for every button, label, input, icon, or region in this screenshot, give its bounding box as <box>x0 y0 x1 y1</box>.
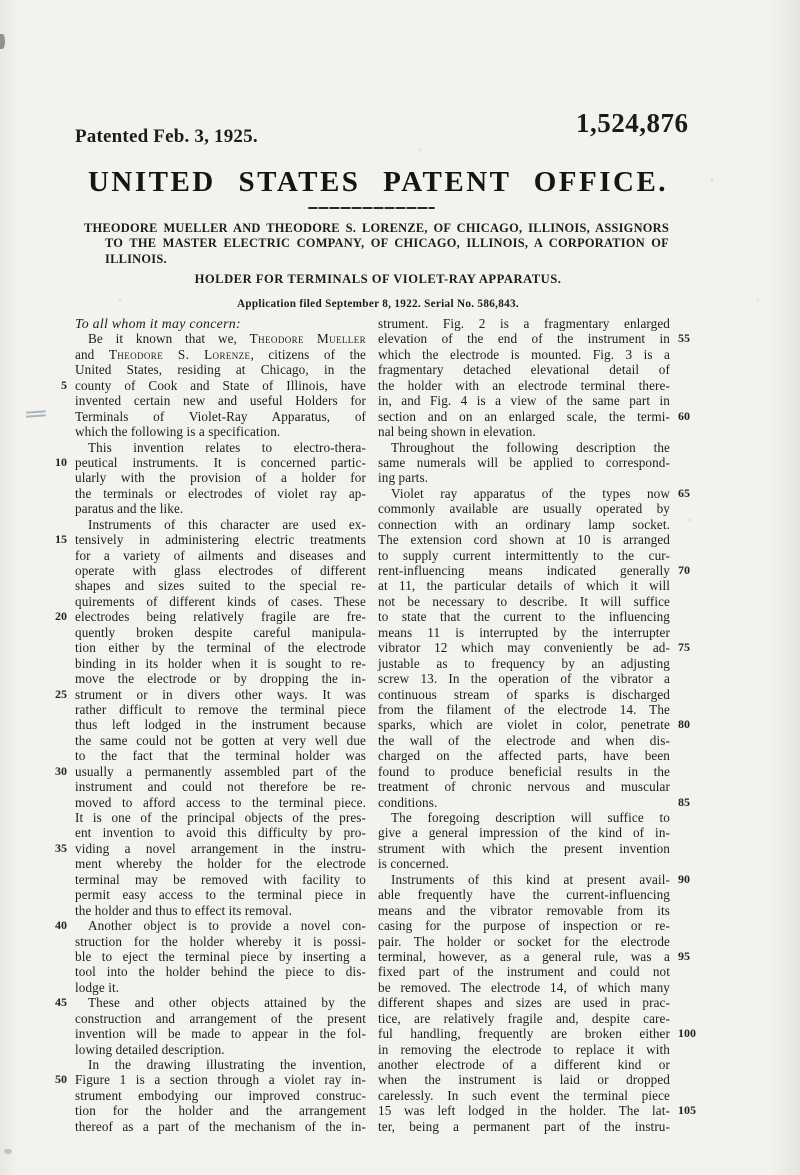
body-line: lowing detailed description. <box>75 1041 225 1057</box>
body-line: Instruments of this kind at present avail- 90 <box>378 872 670 887</box>
line-number: 40 <box>55 918 67 933</box>
body-line: strument or in divers other ways. It was 25 <box>75 687 366 702</box>
invention-title: HOLDER FOR TERMINALS OF VIOLET-RAY APPARATUS. <box>194 272 562 286</box>
body-line: section and on an enlarged scale, the termi- 60 <box>378 409 670 424</box>
body-line: ful handling, frequently are broken either 100 <box>378 1026 670 1041</box>
line-number: 95 <box>678 948 690 963</box>
body-line: to the fact that the terminal holder was <box>75 748 366 764</box>
body-line: quently broken despite careful manipula- <box>75 624 366 640</box>
body-line: sparks, which are violet in color, penetrate 80 <box>378 717 670 732</box>
body-line: strument. Fig. 2 is a fragmentary enlarged <box>378 316 670 331</box>
body-line: ment whereby the holder for the electrode <box>75 856 366 872</box>
body-line: rent-influencing means indicated generally 70 <box>378 563 670 578</box>
body-line: ing parts. <box>378 470 429 486</box>
body-line: able frequently have the current-influencing <box>378 887 670 903</box>
body-line: means and the vibrator removable from its <box>378 902 670 918</box>
body-line: move the electrode or by dropping the in- <box>75 671 366 687</box>
body-line: elevation of the end of the instrument in 55 <box>378 331 670 346</box>
body-line: terminal, however, as a general rule, was a 95 <box>378 949 670 964</box>
right-column <box>378 316 696 1134</box>
line-number: 30 <box>55 763 67 778</box>
body-line: peutical instruments. It is concerned partic- 10 <box>75 455 366 470</box>
body-line: invented certain new and useful Holders for <box>75 393 366 409</box>
line-number: 20 <box>55 609 67 624</box>
body-line: screw 13. In the operation of the vibrator a <box>378 671 670 687</box>
body-line: connection with an ordinary lamp socket. <box>378 516 670 532</box>
body-line: another electrode of a different kind or <box>378 1057 670 1072</box>
body-line: strument with which the present invention <box>378 840 670 856</box>
body-line: be removed. The electrode 14, of which many <box>378 979 670 995</box>
body-line: at 11, the particular details of which it will <box>378 578 670 594</box>
line-number: 35 <box>55 840 67 855</box>
body-line: thereof as a part of the mechanism of the in- <box>75 1118 366 1134</box>
body-line: charged on the affected parts, have been <box>378 748 670 764</box>
body-line: electrodes being relatively fragile are fre- 20 <box>75 609 366 624</box>
body-line: rather difficult to remove the terminal piece <box>75 701 366 717</box>
line-number: 10 <box>55 454 67 469</box>
assignors-paragraph <box>84 221 669 267</box>
body-line: means 11 is interrupted by the interrupter <box>378 624 670 640</box>
line-number: 80 <box>678 717 690 732</box>
assignor-line: THEODORE MUELLER AND THEODORE S. LORENZE, OF CHICAGO, ILLINOIS, ASSIGNORS <box>84 221 669 235</box>
body-line: carelessly. In such event the terminal piece <box>378 1087 670 1103</box>
line-number: 60 <box>678 408 690 423</box>
line-number: 90 <box>678 871 690 886</box>
body-line: fragmentary detached elevational detail of <box>378 362 670 378</box>
body-line: instrument and could not therefore be re- <box>75 779 366 795</box>
body-line: the same could not be gotten at very well due <box>75 732 366 748</box>
body-line: conditions. 85 <box>378 795 670 810</box>
body-line: which the electrode is mounted. Fig. 3 is a <box>378 346 670 362</box>
body-line: Instruments of this character are used ex- <box>88 516 366 532</box>
body-line: commonly available are usually operated by <box>378 501 670 517</box>
body-line: strument embodying our improved construc- <box>75 1087 366 1103</box>
body-line: pair. The holder or socket for the electrode <box>378 933 670 949</box>
assignor-line: ILLINOIS. <box>105 251 167 266</box>
body-line: invention will be made to appear in the fol- <box>75 1026 366 1042</box>
office-title: UNITED STATES PATENT OFFICE. <box>87 166 669 198</box>
body-line: viding a novel arrangement in the instru- 35 <box>75 841 366 856</box>
body-line: operate with glass electrodes of different <box>75 563 366 578</box>
body-line: same numerals will be applied to correspond- <box>378 454 670 470</box>
body-line: usually a permanently assembled part of the 30 <box>75 764 366 779</box>
body-line: ter, being a permanent part of the instru- <box>378 1118 670 1134</box>
body-line: permit easy access to the terminal piece in <box>75 887 366 903</box>
body-line: the holder with an electrode terminal there- <box>378 377 670 393</box>
body-line: Be it known that we, Theodore Mueller <box>88 331 366 347</box>
body-line: in removing the electrode to replace it with <box>378 1041 670 1057</box>
body-line: is concerned. <box>378 856 449 872</box>
body-line: This invention relates to electro-thera- <box>88 439 366 455</box>
body-line: These and other objects attained by the 45 <box>75 995 366 1010</box>
patent-number: 1,524,876 <box>576 108 689 138</box>
body-line: treatment of chronic nervous and muscular <box>378 779 670 795</box>
body-line: and Theodore S. Lorenze, citizens of the <box>75 346 366 362</box>
body-line: Throughout the following description the <box>391 439 670 455</box>
body-line: tion for the holder and the arrangement <box>75 1103 366 1119</box>
application-line: Application filed September 8, 1922. Serial No. 586,843. <box>237 298 519 310</box>
scan-speck <box>0 34 5 49</box>
body-line: terminal may be removed with facility to <box>75 871 366 887</box>
body-line: nal being shown in elevation. <box>378 424 536 440</box>
body-line: moved to afford access to the terminal piece. <box>75 794 366 810</box>
line-number: 100 <box>678 1026 696 1041</box>
body-line: give a general impression of the kind of in- <box>378 825 670 841</box>
patented-date: Patented Feb. 3, 1925. <box>75 126 258 147</box>
body-line: tool into the holder behind the piece to dis- <box>75 964 366 980</box>
body-line: tice, are relatively fragile and, despite care- <box>378 1010 670 1026</box>
body-line: ularly with the provision of a holder for <box>75 470 366 486</box>
body-line: continuous stream of sparks is discharged <box>378 686 670 702</box>
body-line: tion either by the terminal of the electrode <box>75 640 366 656</box>
line-number: 5 <box>61 377 67 392</box>
body-line: vibrator 12 which may conveniently be ad- 75 <box>378 640 670 655</box>
body-line: It is one of the principal objects of the pres- <box>75 810 366 825</box>
body-line: Terminals of Violet-Ray Apparatus, of <box>75 408 366 424</box>
body-line: different shapes and sizes are used in prac- <box>378 995 670 1011</box>
body-line: lodge it. <box>75 979 120 995</box>
body-line: binding in its holder when it is sought to re- <box>75 655 366 671</box>
body-line: In the drawing illustrating the invention, <box>88 1057 366 1072</box>
body-line: ent invention to avoid this difficulty by pro- <box>75 825 366 841</box>
body-line: not be necessary to describe. It will suffice <box>378 593 670 609</box>
line-number: 15 <box>55 532 67 547</box>
body-line: fixed part of the instrument and could not <box>378 964 670 980</box>
line-number: 45 <box>55 995 67 1010</box>
line-number: 70 <box>678 563 690 577</box>
body-line: ble to eject the terminal piece by inserting a <box>75 948 366 964</box>
body-line: to supply current intermittently to the cur- <box>378 547 670 563</box>
body-line: 15 was left lodged in the holder. The lat- 105 <box>378 1103 670 1118</box>
scan-speck <box>4 1149 12 1154</box>
assignor-line: TO THE MASTER ELECTRIC COMPANY, OF CHICAGO, ILLINOIS, A CORPORATION OF <box>105 236 669 251</box>
body-line: in, and Fig. 4 is a view of the same part in <box>378 393 670 409</box>
body-line: which the following is a specification. <box>75 424 281 440</box>
body-line: struction for the holder whereby it is possi- <box>75 933 366 949</box>
body-line: tensively in administering electric treatments 15 <box>75 532 366 547</box>
line-number: 75 <box>678 640 690 655</box>
left-column <box>55 316 366 1134</box>
line-number: 50 <box>55 1072 67 1087</box>
body-line: thus left lodged in the instrument because <box>75 717 366 733</box>
body-line: shapes and sizes suited to the special re- <box>75 578 366 594</box>
body-line: county of Cook and State of Illinois, have 5 <box>75 378 366 393</box>
body-line: from the filament of the electrode 14. The <box>378 701 670 717</box>
body-line: the holder and thus to effect its removal. <box>75 902 293 918</box>
line-number: 25 <box>55 686 67 701</box>
body-line: Figure 1 is a section through a violet ray in- 50 <box>75 1072 366 1087</box>
body-line: the wall of the electrode and when dis- <box>378 732 670 748</box>
body-line: United States, residing at Chicago, in the <box>75 362 366 378</box>
title-rule <box>308 207 435 209</box>
body-line: quirements of different kinds of cases. These <box>75 593 366 609</box>
body-line: To all whom it may concern: <box>75 316 241 331</box>
line-number: 55 <box>678 331 690 346</box>
body-line: casing for the purpose of inspection or re- <box>378 918 670 934</box>
line-number: 85 <box>678 794 690 809</box>
body-line: to state that the current to the influencing <box>378 609 670 625</box>
body-line: Another object is to provide a novel con- 40 <box>75 918 366 933</box>
body-line: justable as to frequency by an adjusting <box>378 655 670 671</box>
body-line: The foregoing description will suffice to <box>391 810 670 825</box>
body-line: Violet ray apparatus of the types now 65 <box>378 486 670 501</box>
body-line: the terminals or electrodes of violet ray ap- <box>75 485 366 501</box>
line-number: 105 <box>678 1103 696 1118</box>
scan-smudge <box>26 409 46 419</box>
body-line: found to produce beneficial results in the <box>378 763 670 779</box>
body-line: paratus and the like. <box>75 501 184 517</box>
body-line: for a variety of ailments and diseases and <box>75 547 366 563</box>
body-line: The extension cord shown at 10 is arranged <box>378 532 670 548</box>
body-line: when the instrument is laid or dropped <box>378 1072 670 1088</box>
body-line: construction and arrangement of the present <box>75 1010 366 1026</box>
line-number: 65 <box>678 485 690 500</box>
